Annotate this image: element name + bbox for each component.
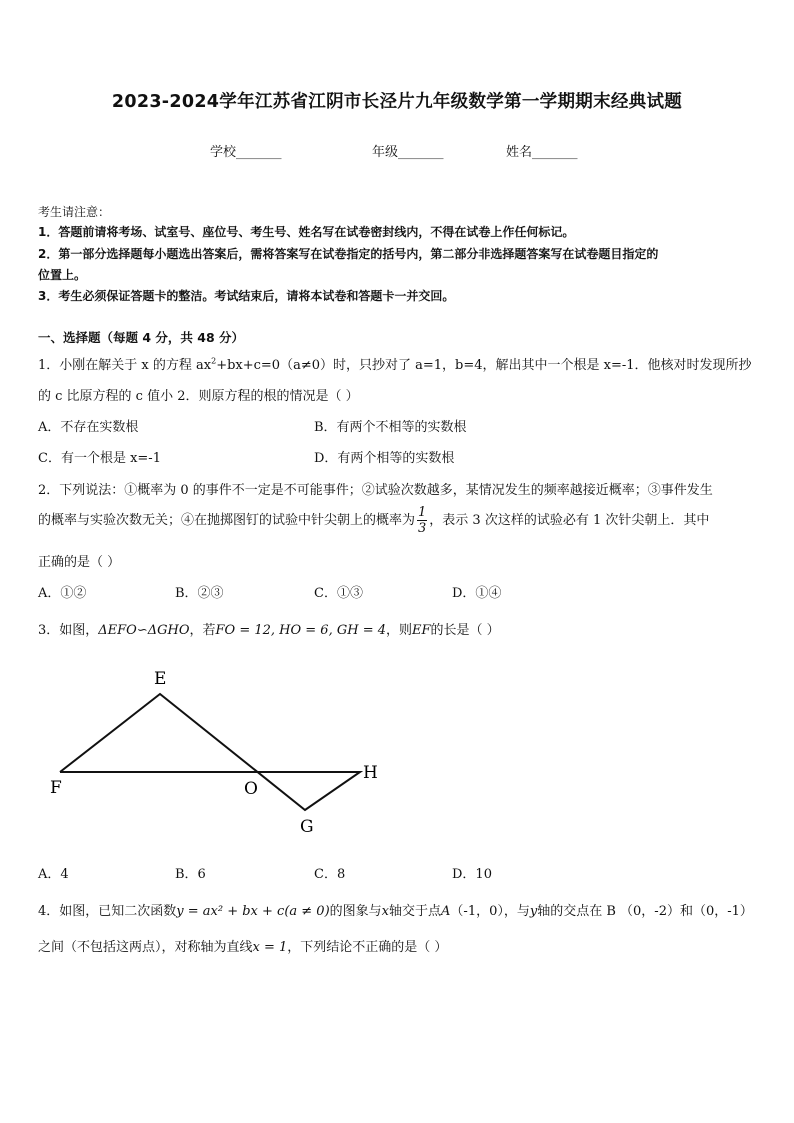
label-o: O — [244, 779, 258, 799]
q1-text-b: +bx+c=0（a≠0）时，只抄对了 a=1，b=4，解出其中一个根是 x=-1．他核对时发现所抄 — [216, 358, 752, 373]
q2-option-b[interactable]: B．②③ — [175, 586, 224, 601]
q4-axis: x = 1 — [252, 940, 288, 955]
q4-line2-a: 之间（不包括这两点），对称轴为直线 — [38, 940, 253, 955]
q4-function: y = ax² + bx + c(a ≠ 0) — [176, 904, 330, 919]
q2-option-d[interactable]: D．①④ — [452, 586, 502, 601]
q3-option-a[interactable]: A．4 — [38, 867, 69, 882]
name-field: 姓名_______ — [506, 145, 578, 160]
triangle-lines — [60, 694, 360, 810]
notice-item: 位置上。 — [38, 268, 87, 282]
q4-line2-b: ，下列结论不正确的是（ ） — [287, 940, 448, 955]
q3-condition: FO = 12, HO = 6, GH = 4 — [215, 623, 386, 638]
q4-prefix: 4．如图，已知二次函数 — [38, 904, 177, 919]
label-g: G — [300, 817, 314, 837]
section-heading: 一、选择题（每题 4 分，共 48 分） — [38, 330, 245, 345]
question-2-line-3: 正确的是（ ） — [38, 555, 121, 570]
label-e: E — [154, 669, 167, 689]
q2-option-a[interactable]: A．①② — [38, 586, 87, 601]
q3-suffix: 的长是（ ） — [430, 623, 500, 638]
q4-mid1: 的图象与 — [329, 904, 382, 919]
fraction-one-third — [417, 505, 427, 536]
q4-x: x — [381, 904, 390, 919]
q1-text-a: 1．小刚在解关于 x 的方程 ax — [38, 358, 212, 373]
q3-similarity: ΔEFO∽ΔGHO — [98, 623, 190, 638]
notice-heading: 考生请注意： — [38, 205, 111, 219]
label-h: H — [363, 763, 378, 783]
notice-item: 3．考生必须保证答题卡的整洁。考试结束后，请将本试卷和答题卡一并交回。 — [38, 289, 455, 303]
question-2-line-2 — [38, 505, 709, 536]
grade-field: 年级_______ — [372, 145, 444, 160]
notice-item: 1．答题前请将考场、试室号、座位号、考生号、姓名写在试卷密封线内，不得在试卷上作任何标记。 — [38, 225, 575, 239]
q3-mid: ，若 — [189, 623, 216, 638]
q3-option-b[interactable]: B．6 — [175, 867, 206, 882]
q3-prefix: 3．如图， — [38, 623, 99, 638]
fraction-denominator: 3 — [418, 521, 427, 536]
q3-option-c[interactable]: C．8 — [314, 867, 346, 882]
q1-option-b[interactable]: B．有两个不相等的实数根 — [314, 420, 467, 435]
question-1-line-2: 的 c 比原方程的 c 值小 2．则原方程的根的情况是（ ） — [38, 389, 359, 404]
q1-exponent: 2 — [211, 356, 217, 366]
notice-item: 2．第一部分选择题每小题选出答案后，需将答案写在试卷指定的括号内，第二部分非选择题答案写在试卷题目指定的 — [38, 247, 659, 261]
similar-triangles-figure — [40, 660, 400, 840]
question-4-line-1 — [38, 900, 753, 919]
question-3-text — [38, 619, 500, 638]
q1-option-a[interactable]: A．不存在实数根 — [38, 420, 139, 435]
q3-option-d[interactable]: D．10 — [452, 867, 492, 882]
question-4-line-2 — [38, 936, 447, 955]
q3-mid2: ，则 — [386, 623, 413, 638]
q4-y: y — [529, 904, 538, 919]
fraction-numerator: 1 — [418, 505, 427, 520]
q1-option-d[interactable]: D．有两个相等的实数根 — [314, 451, 455, 466]
q4-point-a: A — [441, 904, 451, 919]
q4-mid2: 轴交于点 — [389, 904, 442, 919]
q2-option-c[interactable]: C．①③ — [314, 586, 363, 601]
question-2-line-1: 2．下列说法：①概率为 0 的事件不一定是不可能事件；②试验次数越多，某情况发生的频率越接近概率；③事件发生 — [38, 483, 713, 498]
q1-option-c[interactable]: C．有一个根是 x=-1 — [38, 451, 161, 466]
page-title: 2023-2024学年江苏省江阴市长泾片九年级数学第一学期期末经典试题 — [111, 92, 683, 112]
q3-ef: EF — [412, 623, 431, 638]
q2-text-a: 的概率与实验次数无关；④在抛掷图钉的试验中针尖朝上的概率为 — [38, 513, 416, 528]
question-1-line-1 — [38, 354, 752, 373]
q4-mid4: 轴的交点在 B （0，-2）和（0，-1） — [537, 904, 753, 919]
label-f: F — [50, 778, 62, 798]
q2-text-b: ，表示 3 次这样的试验必有 1 次针尖朝上．其中 — [429, 513, 710, 528]
school-field: 学校_______ — [210, 145, 282, 160]
q4-mid3: （-1，0），与 — [450, 904, 530, 919]
